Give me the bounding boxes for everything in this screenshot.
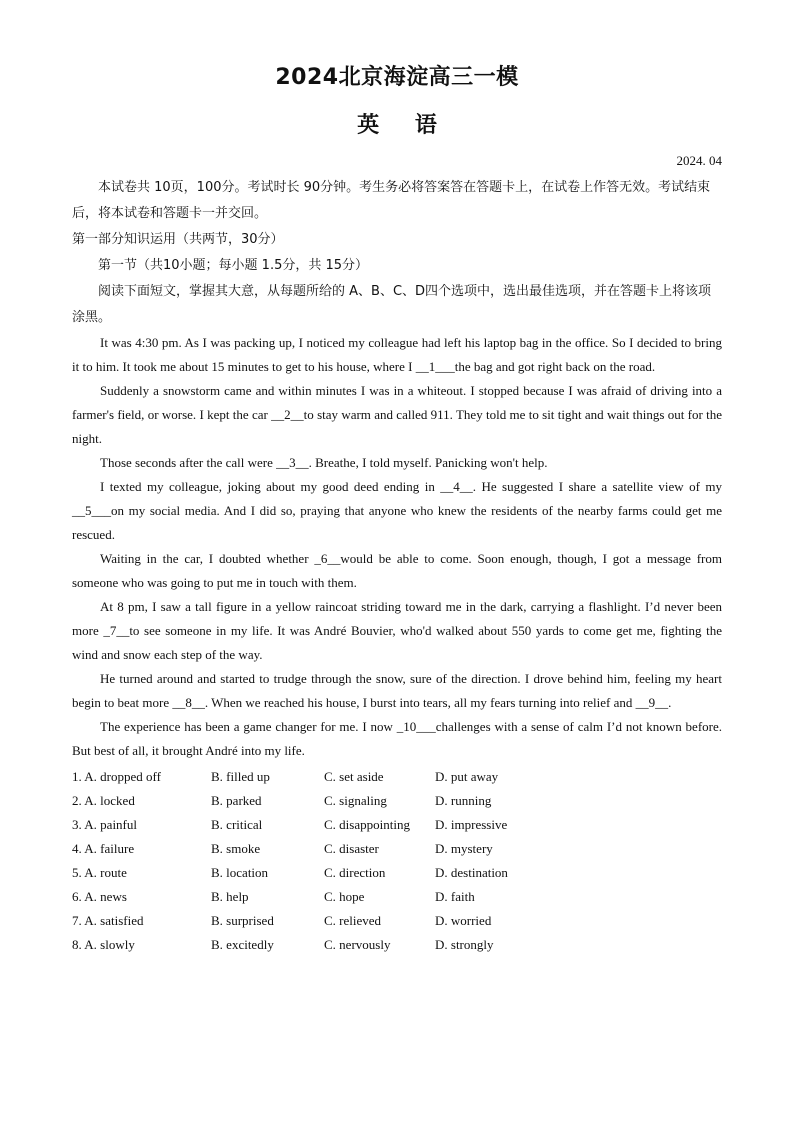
option-a: 4. A. failure (72, 841, 135, 856)
option-b: B. critical (211, 817, 263, 832)
part-title: 第一部分知识运用（共两节，30分） (72, 232, 284, 247)
question-options (72, 909, 722, 933)
option-d: D. running (435, 793, 492, 808)
option-b: B. smoke (211, 841, 261, 856)
option-a: 8. A. slowly (72, 937, 135, 952)
option-c: C. relieved (324, 913, 382, 928)
option-a: 2. A. locked (72, 793, 135, 808)
option-b: B. location (211, 865, 269, 880)
option-b: B. filled up (211, 769, 270, 784)
option-d: D. mystery (435, 841, 493, 856)
question-options (72, 813, 722, 837)
question-options (72, 861, 722, 885)
option-b: B. parked (211, 793, 262, 808)
option-c: C. direction (324, 865, 386, 880)
passage-paragraph: He turned around and started to trudge through the snow, sure of the direction. I drove behind him, feeling my heart begin to beat more __8__. When we reached his house, I burst into tears, all my fears turning into relief and __9__. (72, 671, 722, 710)
option-c: C. set aside (324, 769, 384, 784)
option-d: D. impressive (435, 817, 508, 832)
cloze-passage (72, 331, 722, 763)
passage-paragraph: Waiting in the car, I doubted whether _6__would be able to come. Soon enough, though, I got a message from someone who was going to put me in touch with them. (72, 551, 722, 590)
option-d: D. faith (435, 889, 475, 904)
option-c: C. hope (324, 889, 365, 904)
passage-paragraph: The experience has been a game changer for me. I now _10___challenges with a sense of calm I’d not known before. But best of all, it brought André into my life. (72, 719, 722, 758)
subject-title: 英 语 (357, 113, 437, 138)
question-options (72, 765, 722, 789)
option-c: C. disappointing (324, 817, 410, 832)
exam-date: 2024. 04 (676, 153, 722, 168)
option-b: B. excitedly (211, 937, 274, 952)
passage-paragraph: At 8 pm, I saw a tall figure in a yellow raincoat striding toward me in the dark, carrying a flashlight. I’d never been more _7__to see someone in my life. It was André Bouvier, who'd walked about 550 yards to come get me, fighting the wind and snow each step of the way. (72, 599, 722, 662)
option-b: B. surprised (211, 913, 274, 928)
option-a: 5. A. route (72, 865, 127, 880)
question-options (72, 885, 722, 909)
option-d: D. put away (435, 769, 499, 784)
option-a: 1. A. dropped off (72, 769, 161, 784)
option-c: C. signaling (324, 793, 387, 808)
question-options (72, 837, 722, 861)
passage-paragraph: Suddenly a snowstorm came and within minutes I was in a whiteout. I stopped because I was afraid of driving into a farmer's field, or worse. I kept the car __2__to stay warm and called 911. They told me to sit tight and wait things out for the night. (72, 383, 722, 446)
option-c: C. disaster (324, 841, 379, 856)
exam-title: 2024北京海淀高三一模 (275, 65, 519, 90)
section-title: 第一节（共10小题；每小题 1.5分，共 15分） (98, 258, 369, 273)
option-a: 6. A. news (72, 889, 127, 904)
option-d: D. destination (435, 865, 508, 880)
option-c: C. nervously (324, 937, 391, 952)
option-a: 7. A. satisfied (72, 913, 144, 928)
question-options (72, 789, 722, 813)
directions: 阅读下面短文，掌握其大意，从每题所给的 A、B、C、D四个选项中，选出最佳选项，并在答题卡上将该项涂黑。 (72, 284, 712, 325)
exam-note: 本试卷共 10页，100分。考试时长 90分钟。考生务必将答案答在答题卡上，在试卷上作答无效。考试结束后，将本试卷和答题卡一并交回。 (72, 180, 711, 221)
answer-options (72, 765, 722, 957)
option-d: D. strongly (435, 937, 494, 952)
exam-body (72, 175, 722, 957)
question-options (72, 933, 722, 957)
passage-paragraph: Those seconds after the call were __3__. Breathe, I told myself. Panicking won't help. (100, 455, 548, 470)
option-a: 3. A. painful (72, 817, 137, 832)
option-d: D. worried (435, 913, 492, 928)
option-b: B. help (211, 889, 249, 904)
passage-paragraph: It was 4:30 pm. As I was packing up, I noticed my colleague had left his laptop bag in the office. So I decided to bring it to him. It took me about 15 minutes to get to his house, where I __1___the bag and got right back on the road. (72, 335, 722, 374)
passage-paragraph: I texted my colleague, joking about my good deed ending in __4__. He suggested I share a satellite view of my __5___on my social media. And I did so, praying that anyone who knew the residents of the nearby farms could get me rescued. (72, 479, 722, 542)
